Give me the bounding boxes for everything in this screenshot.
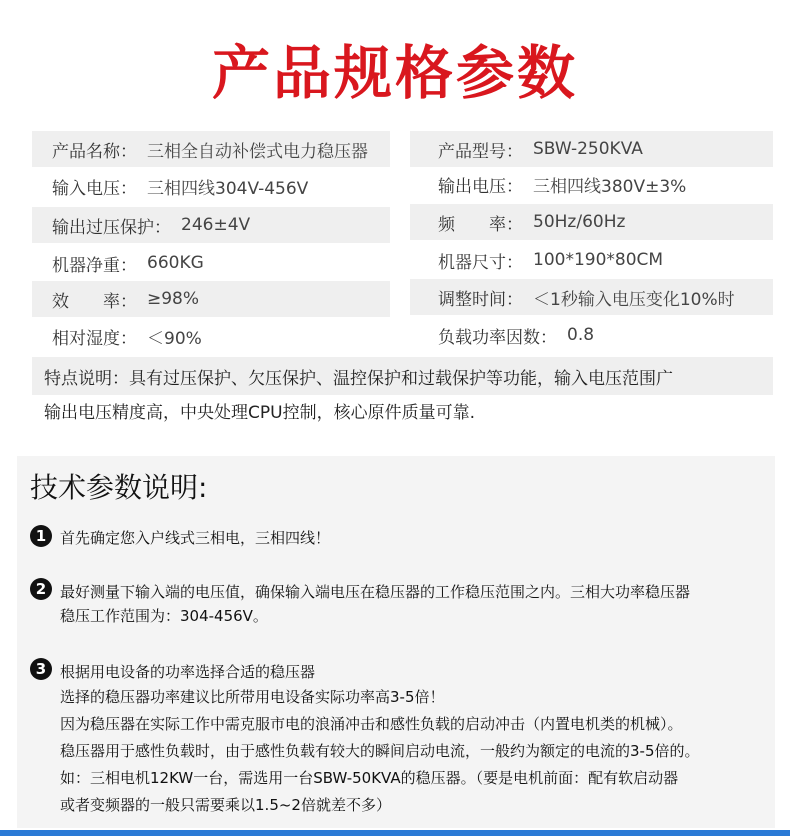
- spec-label: 负载功率因数：: [438, 327, 557, 348]
- features-line-1: 特点说明：具有过压保护、欠压保护、温控保护和过载保护等功能，输入电压范围广: [32, 357, 773, 395]
- spec-value: 100*190*80CM: [533, 250, 664, 270]
- spec-label: 输入电压：: [52, 178, 137, 199]
- spec-value: 50Hz/60Hz: [533, 212, 626, 232]
- page-title: 产品规格参数: [211, 39, 578, 107]
- spec-label: 产品名称：: [52, 141, 137, 162]
- spec-product-name: [32, 131, 390, 167]
- spec-net-weight: [32, 245, 390, 281]
- spec-overvoltage-protection: [32, 207, 390, 243]
- spec-label: 效 率：: [52, 291, 137, 312]
- spec-label: 输出电压：: [438, 176, 523, 197]
- spec-value: ＜90%: [147, 328, 202, 349]
- spec-input-voltage: [32, 168, 390, 204]
- spec-label: 机器尺寸：: [438, 252, 523, 273]
- spec-value: 246±4V: [181, 215, 251, 235]
- spec-adjust-time: [410, 279, 773, 315]
- spec-value: ≥98%: [147, 289, 200, 309]
- spec-value: 0.8: [567, 325, 595, 345]
- tech-step-3-line: 因为稳压器在实际工作中需克服市电的浪涌冲击和感性负载的启动冲击（内置电机类的机械）。: [60, 715, 683, 733]
- spec-label: 频 率：: [438, 214, 523, 235]
- spec-label: 输出过压保护：: [52, 217, 171, 238]
- spec-label: 机器净重：: [52, 255, 137, 276]
- step-number-3: 3: [30, 658, 52, 680]
- bottom-accent-bar: [0, 830, 790, 836]
- features-line-2: 输出电压精度高，中央处理CPU控制，核心原件质量可靠.: [44, 402, 475, 423]
- spec-value: 三相全自动补偿式电力稳压器: [147, 141, 368, 162]
- spec-product-model: [410, 131, 773, 167]
- spec-power-factor: [410, 317, 773, 353]
- spec-value: 三相四线380V±3%: [533, 176, 687, 197]
- spec-value: SBW-250KVA: [533, 139, 643, 159]
- spec-relative-humidity: [32, 318, 390, 354]
- spec-value: ＜1秒输入电压变化10%时: [533, 289, 735, 310]
- tech-step-2-line: 最好测量下输入端的电压值，确保输入端电压在稳压器的工作稳压范围之内。三相大功率稳压器: [60, 583, 691, 601]
- tech-step-3-line: 稳压器用于感性负载时，由于感性负载有较大的瞬间启动电流，一般约为额定的电流的3-5倍的。: [60, 742, 700, 760]
- tech-step-3-line: 或者变频器的一般只需要乘以1.5~2倍就差不多）: [60, 796, 391, 814]
- spec-efficiency: [32, 281, 390, 317]
- spec-label: 调整时间：: [438, 289, 523, 310]
- tech-step-1-line: 首先确定您入户线式三相电，三相四线！: [60, 529, 331, 547]
- tech-title: 技术参数说明:: [30, 471, 208, 504]
- spec-value: 660KG: [147, 253, 204, 273]
- tech-step-2-line: 稳压工作范围为：304-456V。: [60, 607, 268, 625]
- step-number-2: 2: [30, 578, 52, 600]
- spec-output-voltage: [410, 166, 773, 202]
- tech-step-3-line: 根据用电设备的功率选择合适的稳压器: [60, 663, 316, 681]
- spec-machine-size: [410, 242, 773, 278]
- spec-label: 产品型号：: [438, 141, 523, 162]
- tech-step-3-line: 如：三相电机12KW一台，需选用一台SBW-50KVA的稳压器。（要是电机前面：配有软启动器: [60, 769, 679, 787]
- step-number-1: 1: [30, 525, 52, 547]
- spec-frequency: [410, 204, 773, 240]
- tech-step-3-line: 选择的稳压器功率建议比所带用电设备实际功率高3-5倍！: [60, 688, 445, 706]
- spec-value: 三相四线304V-456V: [147, 178, 309, 199]
- spec-label: 相对湿度：: [52, 328, 137, 349]
